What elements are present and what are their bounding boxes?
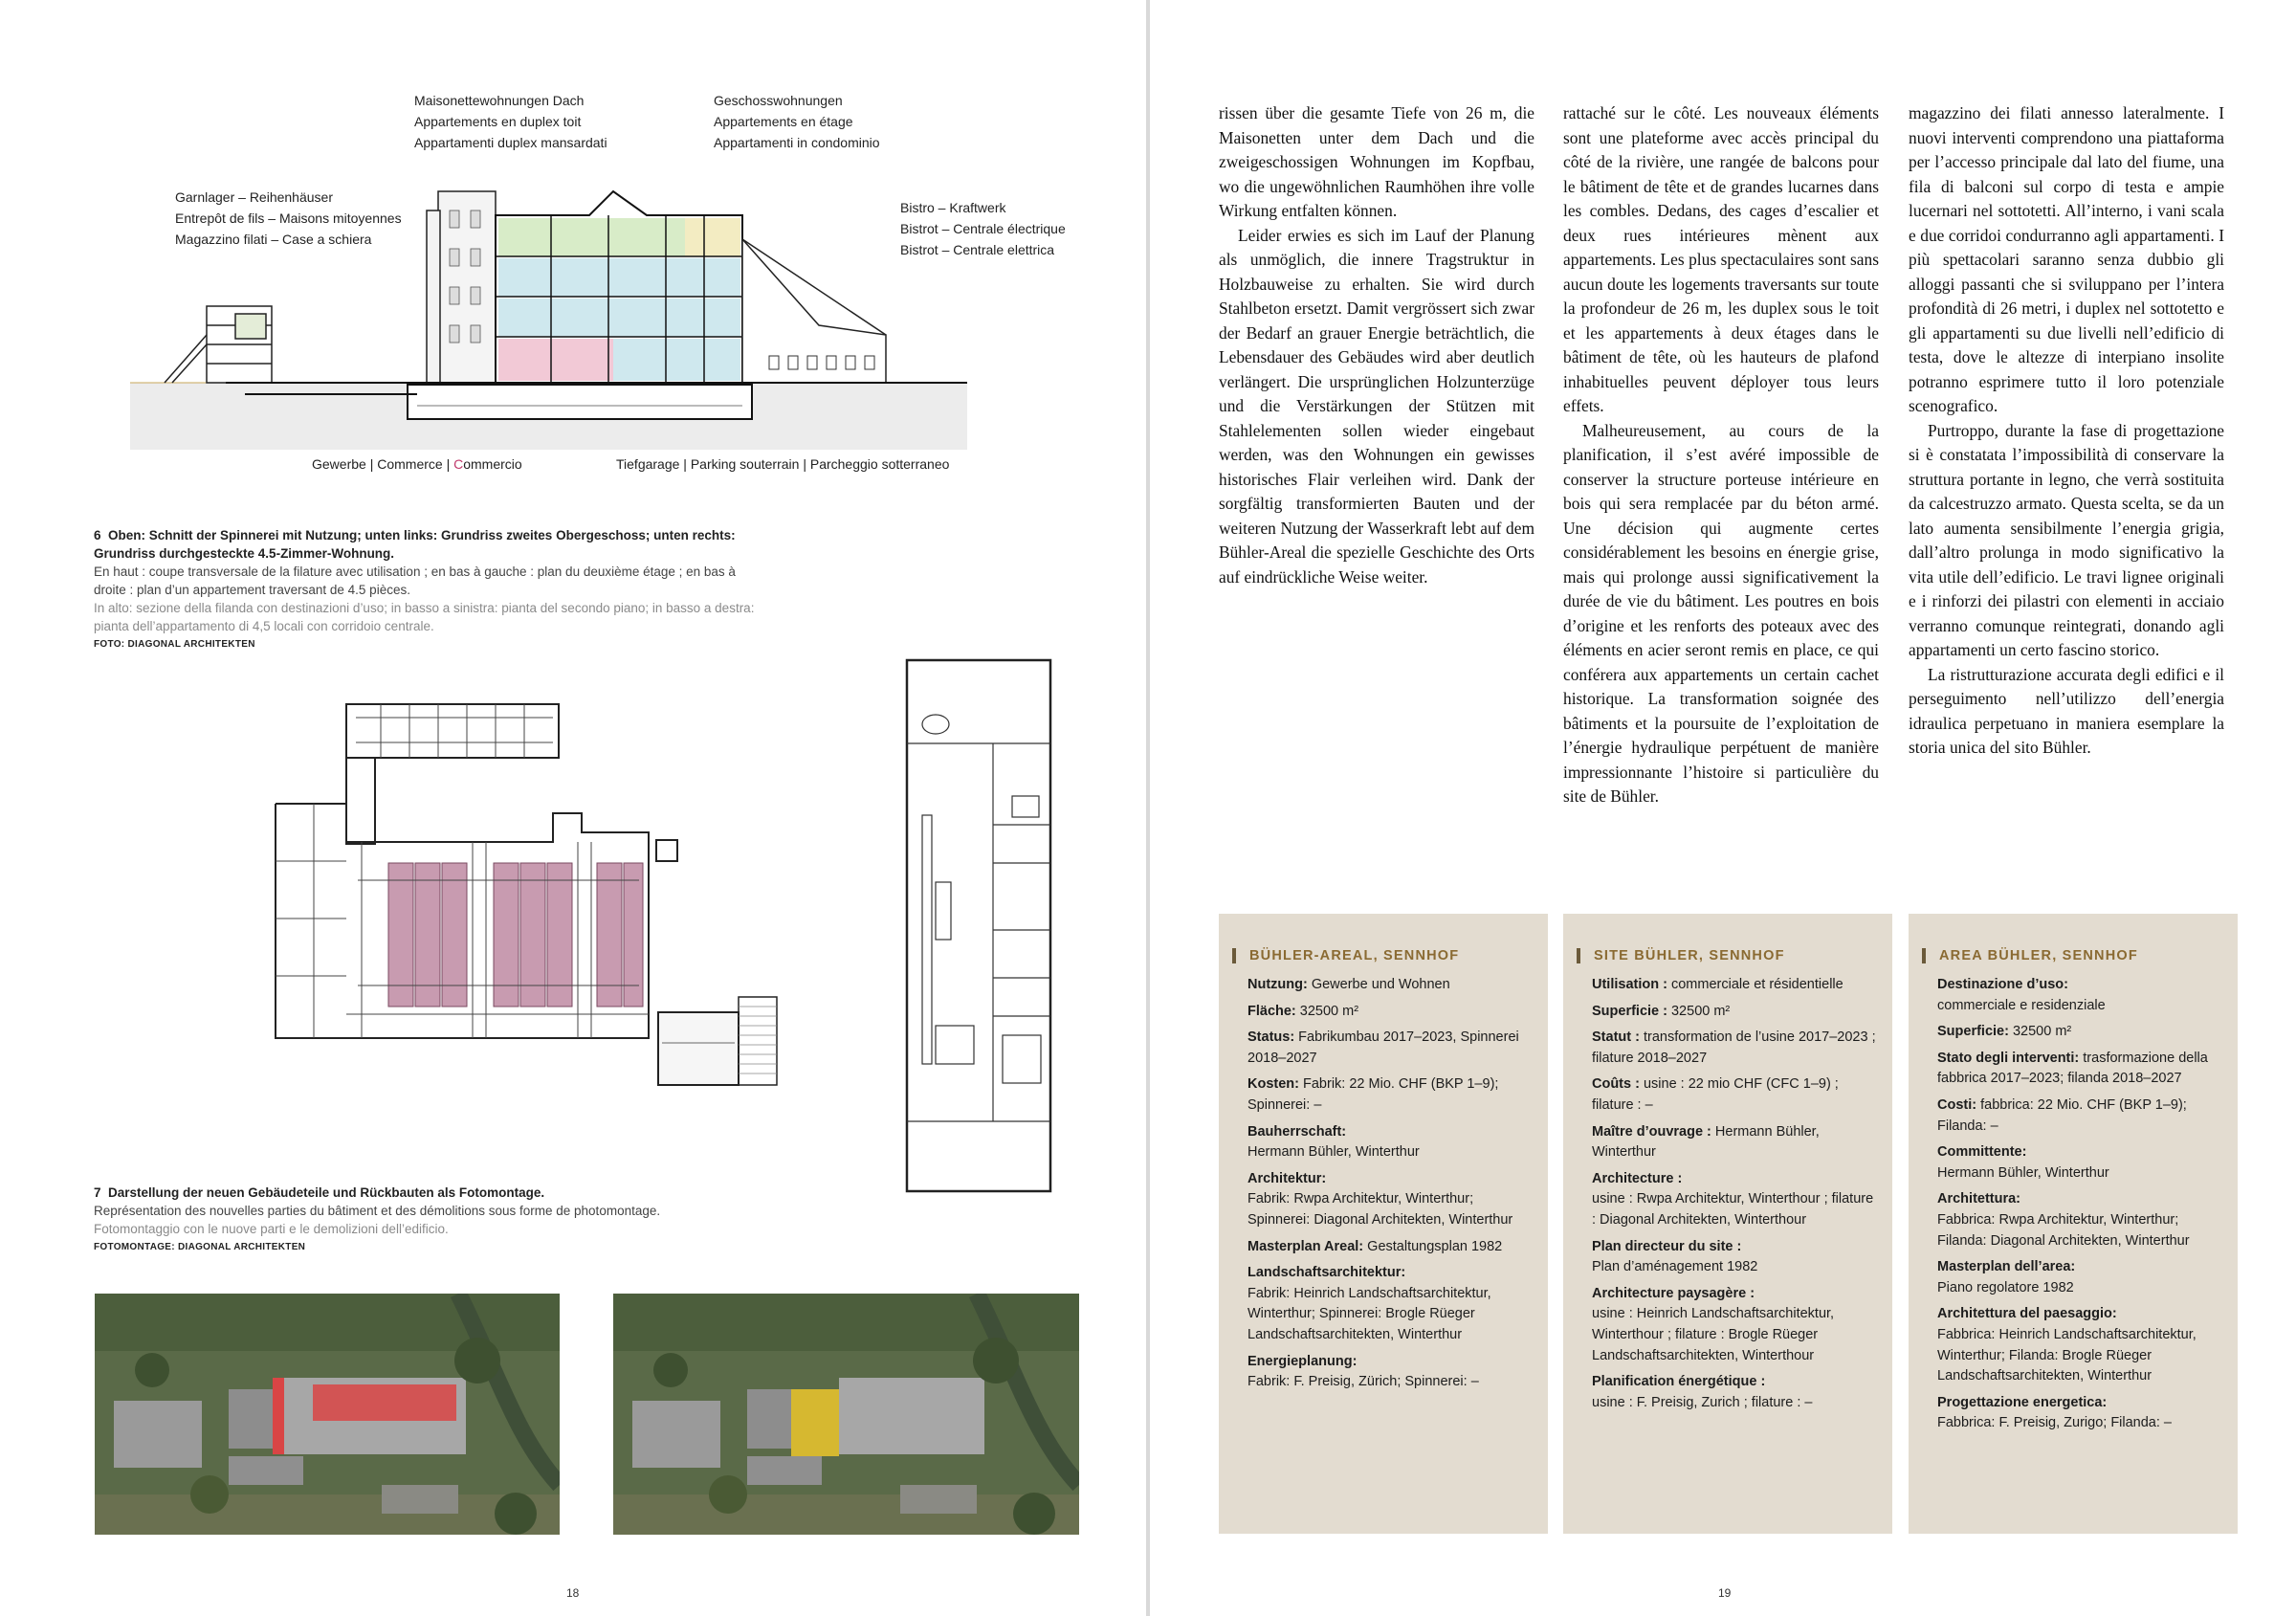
infobox-item-value: commerciale et résidentielle	[1667, 977, 1843, 992]
infobox-item-value: Hermann Bühler, Winterthur	[1937, 1164, 2109, 1181]
infobox-item-value: fabbrica: 22 Mio. CHF (BKP 1–9); Filanda: –	[1937, 1096, 2187, 1134]
infobox-item-key: Plan directeur du site :	[1592, 1238, 1742, 1254]
infobox-item-key: Bauherrschaft:	[1247, 1123, 1347, 1140]
floor-plan-second-floor	[266, 698, 811, 1091]
infobox-item	[1592, 1169, 1879, 1231]
infobox-item-key: Architektur:	[1247, 1170, 1327, 1186]
infobox-item-value: Gestaltungsplan 1982	[1363, 1238, 1503, 1254]
infobox-item	[1592, 1237, 1879, 1278]
infobox-item-value: usine : Heinrich Landschaftsarchitektur, Winterthour ; filature : Brogle Rüeger Landschaftsarchitekten, Winterthour	[1592, 1306, 1835, 1363]
infobox-item	[1247, 1263, 1534, 1345]
infobox-item-value: commerciale e residenziale	[1937, 997, 2106, 1013]
infobox-item	[1592, 1372, 1879, 1413]
infobox-item-value: Hermann Bühler, Winterthur	[1592, 1123, 1820, 1161]
infobox-item-key: Stato degli interventi:	[1937, 1050, 2080, 1066]
infobox-item-value: Fabrik: 22 Mio. CHF (BKP 1–9); Spinnerei: –	[1247, 1076, 1499, 1113]
infobox-french	[1563, 914, 1892, 1534]
infobox-item-key: Fläche:	[1247, 1003, 1296, 1019]
photomontage-new-parts	[95, 1294, 560, 1535]
infobox-item	[1937, 1022, 2224, 1043]
infobox-item-key: Superficie:	[1937, 1024, 2009, 1040]
infobox-item-value: Piano regolatore 1982	[1937, 1279, 2074, 1295]
infobox-item	[1937, 975, 2224, 1016]
label-maisonette: Maisonettewohnungen Dach Appartements en duplex toit Appartamenti duplex mansardati	[414, 93, 607, 150]
infobox-item-key: Committente:	[1937, 1144, 2027, 1161]
label-garnlager: Garnlager – Reihenhäuser Entrepôt de fils – Maisons mitoyennes Magazzino filati – Case a schiera	[175, 189, 402, 247]
infobox-item-value: usine : F. Preisig, Zurich ; filature : –	[1592, 1394, 1813, 1410]
infobox-item	[1247, 1028, 1534, 1069]
infobox-item-value: Fabrikumbau 2017–2023, Spinnerei 2018–2027	[1247, 1029, 1519, 1066]
infobox-item	[1937, 1049, 2224, 1090]
infobox-item	[1592, 1002, 1879, 1023]
left-page	[0, 0, 1146, 1616]
infobox-item-key: Utilisation :	[1592, 977, 1667, 992]
infobox-item	[1937, 1096, 2224, 1137]
infobox-item	[1592, 975, 1879, 996]
infobox-title: BÜHLER-AREAL, SENNHOF	[1232, 948, 1459, 963]
infobox-item	[1247, 1002, 1534, 1023]
infobox-item-key: Kosten:	[1247, 1076, 1299, 1093]
infobox-item	[1247, 1237, 1534, 1258]
infobox-item-value: Fabrik: Heinrich Landschaftsarchitektur, Winterthur; Spinnerei: Brogle Rüeger Landschaftsarchitekten, Winterthur	[1247, 1285, 1491, 1342]
infobox-item-value: Fabbrica: Rwpa Architektur, Winterthur; Filanda: Diagonal Architekten, Winterthur	[1937, 1211, 2190, 1249]
infobox-item-key: Architecture :	[1592, 1170, 1683, 1186]
page-number-right: 19	[1718, 1586, 1732, 1600]
infobox-item-value: Fabrik: Rwpa Architektur, Winterthur; Spinnerei: Diagonal Architekten, Winterthur	[1247, 1191, 1513, 1228]
infobox-title: SITE BÜHLER, SENNHOF	[1577, 948, 1785, 963]
infobox-item-key: Planification énergétique :	[1592, 1374, 1766, 1390]
infobox-item-key: Statut :	[1592, 1029, 1640, 1046]
infobox-item-value: transformation de l’usine 2017–2023 ; filature 2018–2027	[1592, 1029, 1876, 1066]
infobox-item-key: Progettazione energetica:	[1937, 1394, 2108, 1410]
infobox-item-key: Nutzung:	[1247, 977, 1308, 992]
text-column-german: rissen über die gesamte Tiefe von 26 m, die Maisonetten unter dem Dach und die zweigeschossigen Wohnungen im Kopfbau, wo die ungewöhnlichen Raumhöhen ihre volle Wirkung entfalten können. Leider erwies es sich im Lauf der Planung als unmöglich, die innere Tragstruktur in Holzbauweise zu erhalten. Sie wird durch Stahlbeton ersetzt. Damit vergrössert sich zwar der Bedarf an grauer Energie beträchtlich, die Lebensdauer des Gebäudes wird aber deutlich verlängert. Die ursprünglichen Holzunterzüge und die Verstärkungen der Stützen mit Stahlelementen sollen wieder eingebaut werden, was den Wohnungen ein gewisses historisches Flair verleihen wird. Dank der sorgfältig transformierten Bauten und der weiteren Nutzung der Wasserkraft lebt auf dem Bühler-Areal die spezielle Geschichte des Orts auf eindrückliche Weise weiter.	[1219, 103, 1534, 587]
label-bistro: Bistro – Kraftwerk Bistrot – Centrale électrique Bistrot – Centrale elettrica	[900, 200, 1066, 257]
infobox-item-value: Hermann Bühler, Winterthur	[1247, 1144, 1420, 1161]
infobox-item	[1247, 975, 1534, 996]
label-tiefgarage: Tiefgarage | Parking souterrain | Parcheggio sotterraneo	[616, 456, 950, 472]
infobox-item	[1592, 1122, 1879, 1163]
infobox-italian	[1909, 914, 2238, 1534]
right-page	[1150, 0, 2296, 1616]
infobox-item-key: Costi:	[1937, 1096, 1977, 1113]
infobox-item-key: Superficie :	[1592, 1003, 1667, 1019]
infobox-item-key: Landschaftsarchitektur:	[1247, 1265, 1406, 1281]
infobox-item	[1247, 1352, 1534, 1393]
infobox-item-value: Fabbrica: Heinrich Landschaftsarchitektur, Winterthur; Filanda: Brogle Rüeger Landschaftsarchitekten, Winterthur	[1937, 1326, 2197, 1384]
infobox-item-key: Energieplanung:	[1247, 1353, 1358, 1369]
infobox-german	[1219, 914, 1548, 1534]
infobox-item-key: Architettura:	[1937, 1191, 2021, 1207]
caption-figure-7: 7 Darstellung der neuen Gebäudeteile und Rückbauten als Fotomontage. Représentation des nouvelles parties du bâtiment et des démolitions sous forme de photomontage. Fotomontaggio con le nuove parti e le demolizioni dell’edificio. FOTOMONTAGE: DIAGONAL ARCHITEKTEN	[94, 1185, 661, 1252]
infobox-item-value: Fabrik: F. Preisig, Zürich; Spinnerei: –	[1247, 1374, 1479, 1390]
infobox-item-value: usine : 22 mio CHF (CFC 1–9) ; filature : –	[1592, 1076, 1839, 1113]
infobox-item	[1247, 1169, 1534, 1231]
infobox-item	[1937, 1189, 2224, 1251]
infobox-item-key: Coûts :	[1592, 1076, 1640, 1093]
floor-plan-apartment-4-5	[897, 653, 1060, 1203]
caption-figure-6: 6 Oben: Schnitt der Spinnerei mit Nutzung; unten links: Grundriss zweites Obergeschoss; unten rechts: Grundriss durchgesteckte 4.5-Zimmer-Wohnung. En haut : coupe transversale de la filature avec utilisation ; en bas à gauche : plan du deuxième étage ; en bas à droite : plan d’un appartement traversant de 4.5 pièces. In alto: sezione della filanda con destinazioni d’uso; in basso a sinistra: pianta del secondo piano; in basso a destra: pianta dell’appartamento di 4,5 locali con corridoio centrale. FOTO: DIAGONAL ARCHITEKTEN	[94, 528, 755, 650]
infobox-item	[1937, 1257, 2224, 1298]
text-column-italian: magazzino dei filati annesso lateralmente. I nuovi interventi comprendono una piattaforma per l’accesso principale dal lato del fiume, una fila di balconi sul corpo di testa e ampie lucernari nel sottotetti. All’interno, i vani scala e due corridoi condurranno agli appartamenti. I più spettacolari saranno senza dubbio gli alloggi passanti che si sviluppano per l’intera profondità di 26 metri, i duplex nel sottotetto e gli appartamenti su due livelli nell’edificio di testa, dove le altezze di interpiano insolite potranno esprimere tutto il loro potenziale scenografico. Purtroppo, durante la fase di progettazione si è constatata l’impossibilità di conservare la struttura portante in legno, che verrà sostituita da calcestruzzo armato. Questa scelta, se da un lato aumenta sensibilmente l’energia grigia, dall’altro prolunga in modo significativo la vita utile dell’edificio. Le travi lignee originali e i rinforzi dei pilastri con elementi in acciaio verranno comunque reintegrati, donando agli appartamenti un certo fascino storico. La ristrutturazione accurata degli edifici e il perseguimento nell’utilizzo dell’energia idraulica perpetuano in maniera esemplare la storia unica del sito Bühler.	[1909, 103, 2224, 757]
infobox-item-value: 32500 m²	[1667, 1003, 1731, 1019]
infobox-item-key: Status:	[1247, 1029, 1295, 1046]
infobox-item	[1937, 1393, 2224, 1434]
infobox-item-value: 32500 m²	[1295, 1003, 1359, 1019]
label-geschosswohnungen: Geschosswohnungen Appartements en étage Appartamenti in condominio	[714, 93, 880, 150]
infobox-item-key: Masterplan dell’area:	[1937, 1259, 2076, 1275]
infobox-item	[1592, 1284, 1879, 1366]
infobox-item-value: trasformazione della fabbrica 2017–2023; filanda 2018–2027	[1937, 1050, 2208, 1087]
infobox-item-value: usine : Rwpa Architektur, Winterthour ; filature : Diagonal Architekten, Winterthour	[1592, 1191, 1874, 1228]
infobox-item-key: Masterplan Areal:	[1247, 1238, 1364, 1254]
text-column-french: rattaché sur le côté. Les nouveaux éléments sont une plateforme avec accès principal du côté de la rivière, une rangée de balcons pour le bâtiment de tête et de grandes lucarnes dans les combles. Dedans, des cages d’escalier et deux rues intérieures mènent aux appartements. Les plus spectaculaires sont sans aucun doute les logements traversants sur toute la profondeur de 26 m, les duplex sous le toit et les appartements à deux étages dans le bâtiment de tête, où les hauteurs de plafond inhabituelles peuvent déployer tous leurs effets. Malheureusement, au cours de la planification, il s’est avéré impossible de conserver la structure porteuse intérieure en bois qui sera remplacée par du béton armé. Une décision qui augmente certes considérablement les besoins en énergie grise, mais qui prolonge aussi significativement la durée de vie du bâtiment. Les poutres en bois d’origine et les renforts des poteaux avec des éléments en acier seront remis en place, ce qui conférera aux appartements un certain cachet historique. La transformation soignée des bâtiments et la poursuite de l’exploitation de l’énergie hydraulique perpétuent de manière impressionnante l’histoire si particulière du site de Bühler.	[1563, 103, 1879, 806]
infobox-item-value: Plan d’aménagement 1982	[1592, 1259, 1758, 1275]
infobox-item	[1937, 1142, 2224, 1184]
infobox-item-key: Maître d’ouvrage :	[1592, 1123, 1711, 1140]
infobox-item-key: Architecture paysagère :	[1592, 1285, 1755, 1301]
infobox-item	[1247, 1074, 1534, 1116]
infobox-item-value: Fabbrica: F. Preisig, Zurigo; Filanda: –	[1937, 1415, 2172, 1431]
page-number-left: 18	[566, 1586, 580, 1600]
infobox-item	[1592, 1074, 1879, 1116]
photomontage-demolitions	[613, 1294, 1079, 1535]
infobox-item	[1592, 1028, 1879, 1069]
infobox-item-key: Destinazione d’uso:	[1937, 977, 2068, 992]
infobox-title: AREA BÜHLER, SENNHOF	[1922, 948, 2138, 963]
infobox-item	[1937, 1304, 2224, 1386]
infobox-item-value: Gewerbe und Wohnen	[1307, 977, 1450, 992]
infobox-item-key: Architettura del paesaggio:	[1937, 1306, 2117, 1322]
infobox-item-value: 32500 m²	[2008, 1024, 2072, 1040]
label-gewerbe: Gewerbe | Commerce | Commercio	[312, 456, 522, 472]
infobox-item	[1247, 1122, 1534, 1163]
